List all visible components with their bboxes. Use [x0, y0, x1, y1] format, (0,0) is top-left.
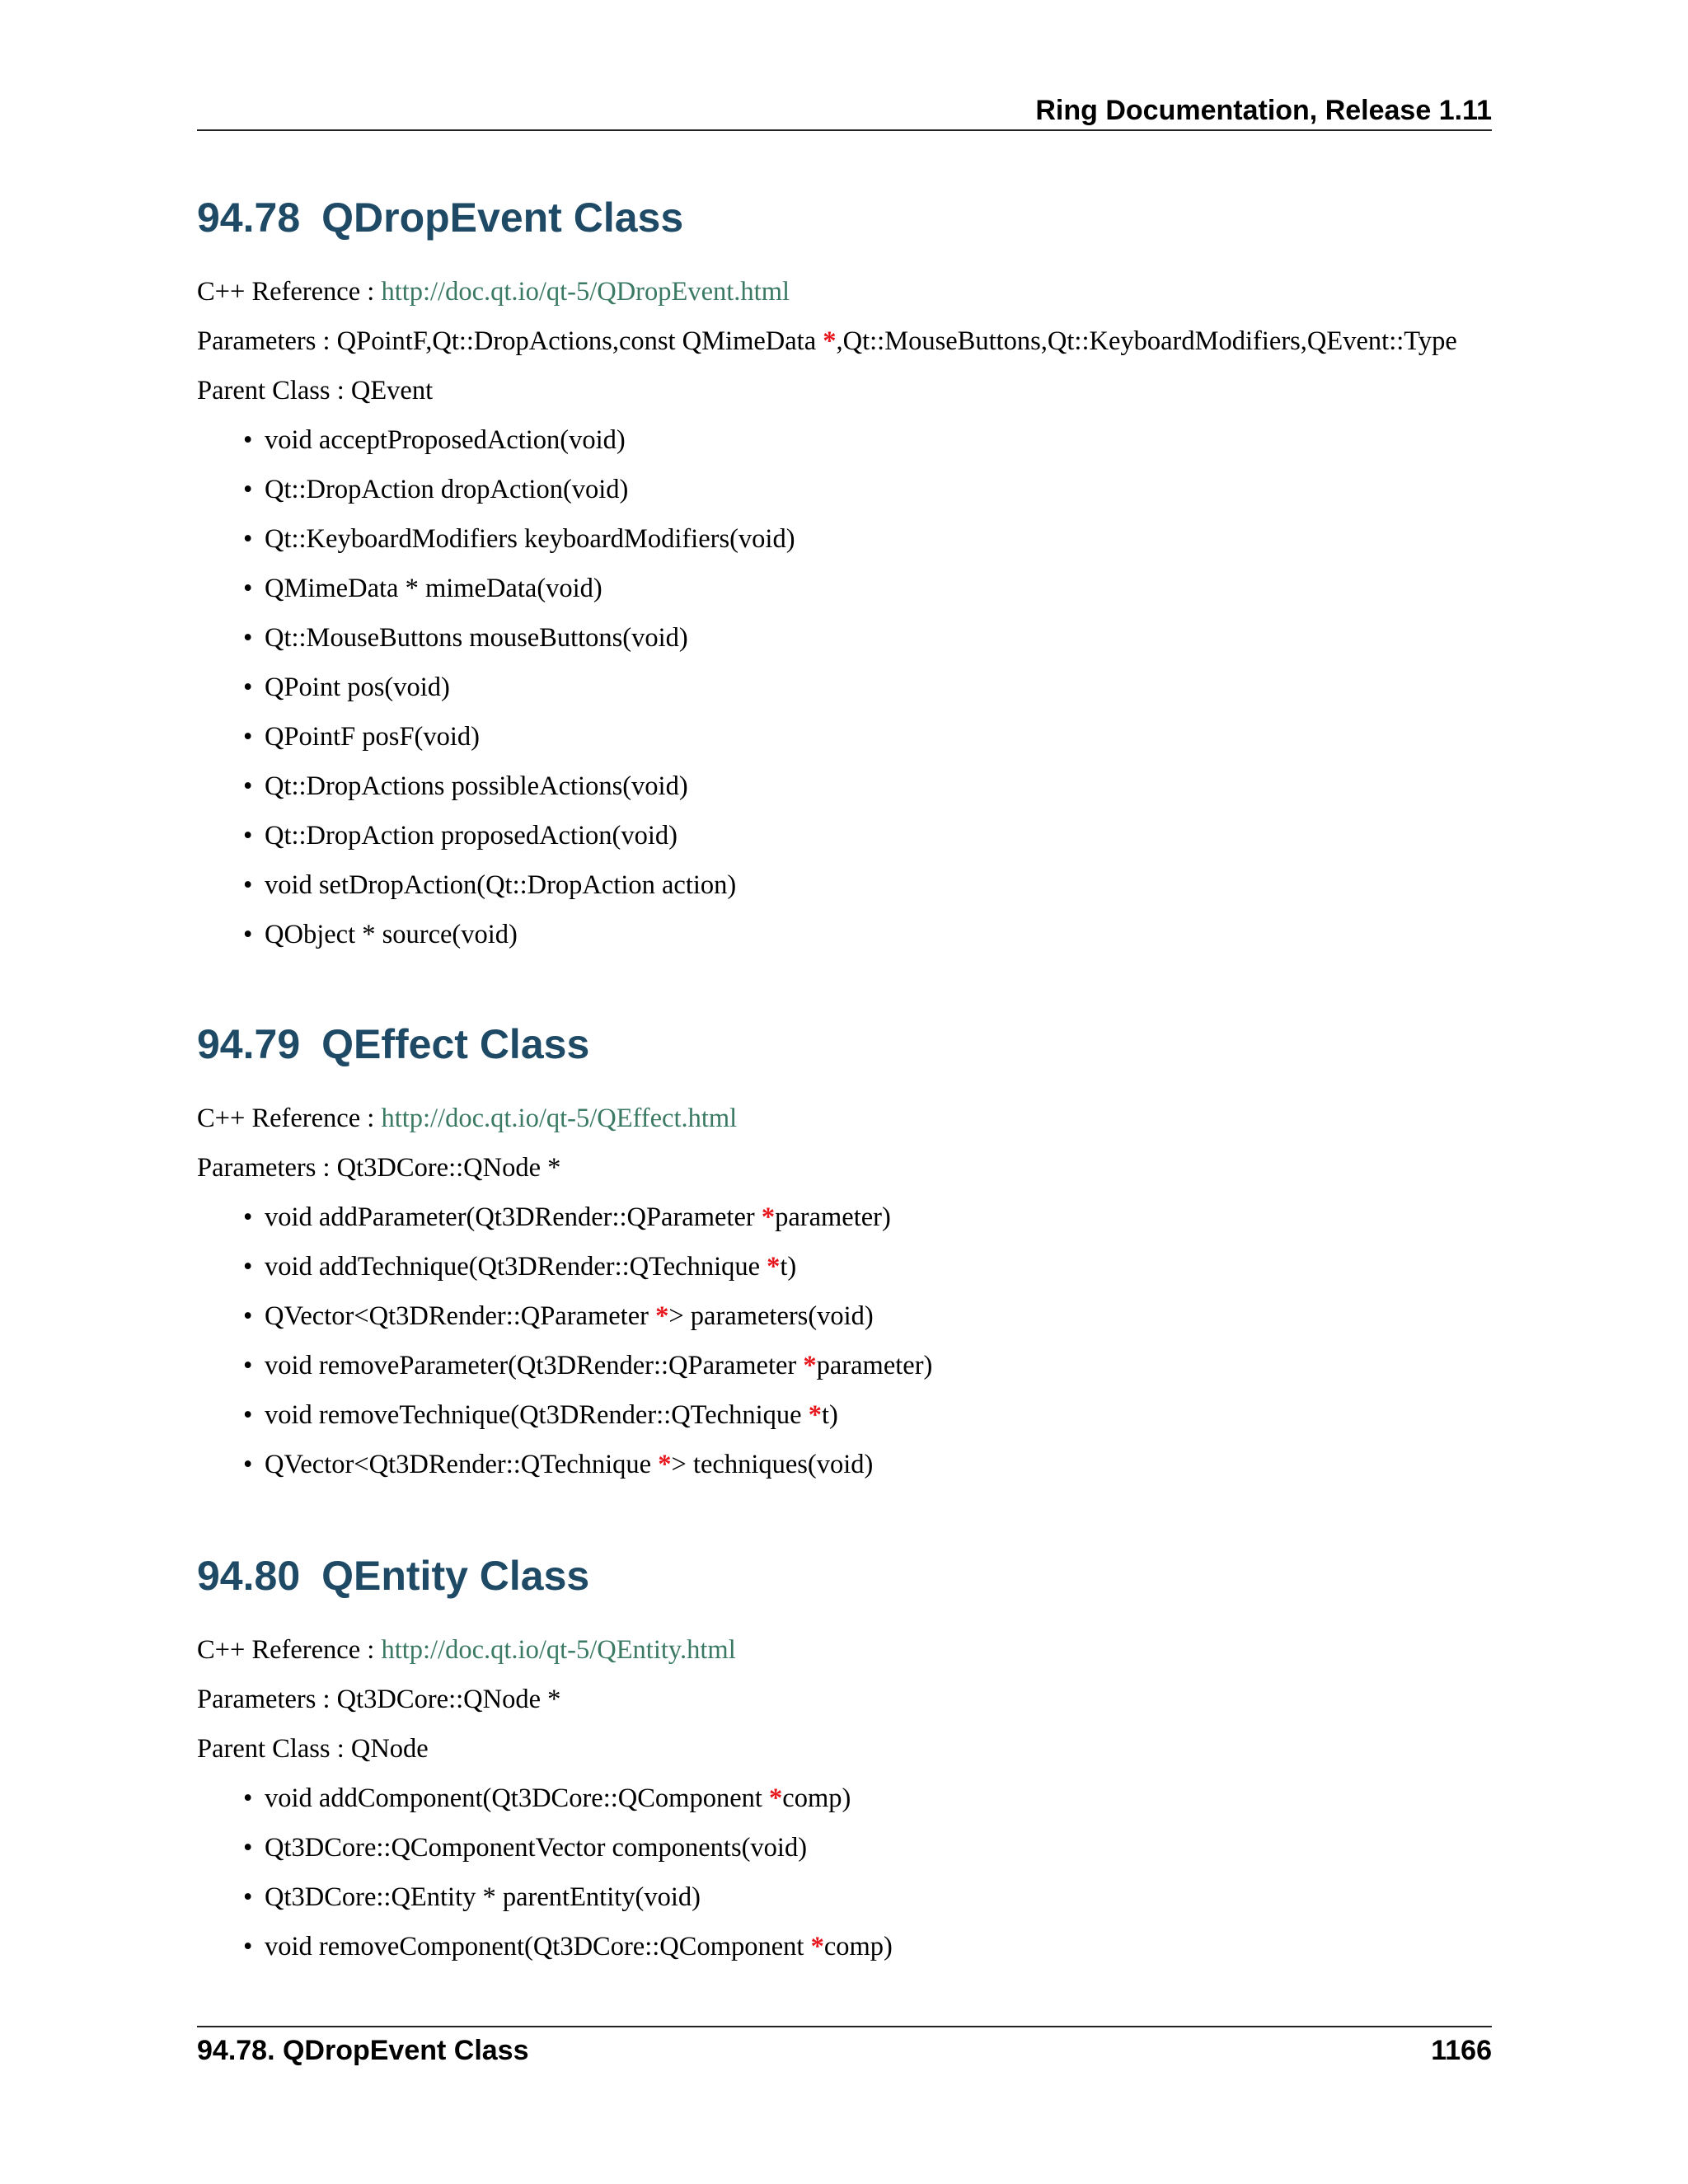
method-item [243, 1930, 1492, 1963]
cpp-reference-link[interactable]: http://doc.qt.io/qt-5/QDropEvent.html [381, 277, 790, 307]
method-signature-tail: t) [780, 1252, 797, 1282]
method-signature: void setDropAction(Qt::DropAction action) [265, 870, 737, 900]
cpp-reference-label: C++ Reference : [197, 1104, 382, 1133]
cpp-reference-line [197, 275, 1492, 308]
parent-class-line [197, 1732, 1492, 1765]
pointer-star: * [769, 1783, 783, 1813]
footer-divider [197, 2026, 1492, 2027]
method-signature: QPoint pos(void) [265, 673, 450, 702]
method-signature: Qt::DropAction dropAction(void) [265, 475, 629, 504]
bullet-icon: • [243, 722, 253, 752]
bullet-icon: • [243, 1783, 253, 1813]
method-item [243, 918, 1492, 951]
bullet-icon: • [243, 574, 253, 603]
method-signature: void removeParameter(Qt3DRender::QParameter [265, 1351, 804, 1380]
cpp-reference-label: C++ Reference : [197, 1635, 382, 1665]
method-item [243, 1300, 1492, 1333]
parameters-text: Qt3DCore::QNode * [336, 1153, 561, 1183]
section-qdropevent [197, 191, 1492, 968]
method-signature: QPointF posF(void) [265, 722, 480, 752]
cpp-reference-line [197, 1633, 1492, 1666]
parent-class-line [197, 374, 1492, 407]
method-item [243, 1201, 1492, 1234]
running-footer [197, 2032, 1492, 2069]
section-number: 94.80 [197, 1553, 301, 1599]
parameters-text: Qt3DCore::QNode * [336, 1685, 561, 1714]
method-signature: void acceptProposedAction(void) [265, 425, 626, 455]
bullet-icon: • [243, 1351, 253, 1380]
section-title-text: QDropEvent Class [321, 194, 684, 241]
header-divider [197, 129, 1492, 131]
method-signature-tail: parameter) [775, 1202, 891, 1232]
parameters-line [197, 325, 1492, 358]
bullet-icon: • [243, 870, 253, 900]
pointer-star: * [655, 1301, 669, 1331]
section-heading [197, 1018, 1492, 1071]
running-header: Ring Documentation, Release 1.11 [1035, 95, 1492, 126]
pointer-star: * [823, 326, 837, 356]
method-signature-tail: comp) [823, 1932, 893, 1961]
method-signature-tail: > parameters(void) [668, 1301, 874, 1331]
method-signature: Qt::MouseButtons mouseButtons(void) [265, 623, 688, 653]
bullet-icon: • [243, 1202, 253, 1232]
document-page [197, 0, 1492, 2184]
parent-class-name: QNode [350, 1734, 429, 1764]
method-item [243, 1782, 1492, 1815]
method-signature: Qt3DCore::QComponentVector components(void) [265, 1833, 808, 1863]
bullet-icon: • [243, 1301, 253, 1331]
method-item [243, 720, 1492, 753]
method-item [243, 1448, 1492, 1481]
method-signature: QVector<Qt3DRender::QParameter [265, 1301, 656, 1331]
bullet-icon: • [243, 821, 253, 851]
method-list [197, 424, 1492, 951]
method-item [243, 1250, 1492, 1283]
method-signature: void addTechnique(Qt3DRender::QTechnique [265, 1252, 767, 1282]
footer-section-title: 94.78. QDropEvent Class [197, 2035, 529, 2066]
method-signature: void addParameter(Qt3DRender::QParameter [265, 1202, 762, 1232]
parameters-line [197, 1683, 1492, 1716]
parent-class-label: Parent Class : [197, 1734, 351, 1764]
parent-class-name: QEvent [350, 376, 434, 405]
parameters-label: Parameters : [197, 326, 337, 356]
bullet-icon: • [243, 623, 253, 653]
method-item [243, 473, 1492, 506]
parameters-label: Parameters : [197, 1153, 337, 1183]
parameters-label: Parameters : [197, 1685, 337, 1714]
method-item [243, 819, 1492, 852]
method-item [243, 621, 1492, 654]
section-qeffect [197, 1018, 1492, 1497]
section-title-text: QEntity Class [321, 1553, 590, 1599]
parameters-line [197, 1151, 1492, 1184]
method-signature: void removeComponent(Qt3DCore::QComponent [265, 1932, 811, 1961]
method-item [243, 572, 1492, 605]
method-item [243, 1831, 1492, 1864]
section-heading [197, 191, 1492, 244]
section-heading [197, 1549, 1492, 1602]
method-signature: Qt3DCore::QEntity * parentEntity(void) [265, 1882, 701, 1912]
bullet-icon: • [243, 1450, 253, 1479]
method-signature-tail: comp) [782, 1783, 851, 1813]
method-signature-tail: t) [821, 1400, 838, 1430]
bullet-icon: • [243, 425, 253, 455]
pointer-star: * [803, 1351, 817, 1380]
parameters-text: QPointF,Qt::DropActions,const QMimeData [336, 326, 823, 356]
section-number: 94.78 [197, 194, 301, 241]
bullet-icon: • [243, 1252, 253, 1282]
bullet-icon: • [243, 673, 253, 702]
bullet-icon: • [243, 1882, 253, 1912]
method-list [197, 1201, 1492, 1481]
pointer-star: * [761, 1202, 776, 1232]
method-signature: void removeTechnique(Qt3DRender::QTechnique [265, 1400, 809, 1430]
method-item [243, 523, 1492, 555]
parent-class-label: Parent Class : [197, 376, 351, 405]
method-item [243, 1399, 1492, 1432]
bullet-icon: • [243, 771, 253, 801]
method-item [243, 1349, 1492, 1382]
section-qentity [197, 1549, 1492, 1980]
pointer-star: * [658, 1450, 672, 1479]
cpp-reference-line [197, 1102, 1492, 1135]
cpp-reference-label: C++ Reference : [197, 277, 382, 307]
method-signature: void addComponent(Qt3DCore::QComponent [265, 1783, 770, 1813]
method-signature: QMimeData * mimeData(void) [265, 574, 603, 603]
method-item [243, 424, 1492, 457]
cpp-reference-link[interactable]: http://doc.qt.io/qt-5/QEffect.html [381, 1104, 738, 1133]
method-signature: QObject * source(void) [265, 920, 518, 949]
bullet-icon: • [243, 1400, 253, 1430]
method-list [197, 1782, 1492, 1963]
method-signature-tail: parameter) [816, 1351, 933, 1380]
pointer-star: * [767, 1252, 781, 1282]
method-item [243, 770, 1492, 803]
bullet-icon: • [243, 1833, 253, 1863]
method-signature: QVector<Qt3DRender::QTechnique [265, 1450, 659, 1479]
bullet-icon: • [243, 524, 253, 554]
method-item [243, 671, 1492, 704]
method-signature: Qt::DropAction proposedAction(void) [265, 821, 678, 851]
bullet-icon: • [243, 920, 253, 949]
method-signature: Qt::DropActions possibleActions(void) [265, 771, 688, 801]
section-number: 94.79 [197, 1021, 301, 1067]
method-signature: Qt::KeyboardModifiers keyboardModifiers(void) [265, 524, 795, 554]
bullet-icon: • [243, 1932, 253, 1961]
cpp-reference-link[interactable]: http://doc.qt.io/qt-5/QEntity.html [381, 1635, 736, 1665]
pointer-star: * [808, 1400, 822, 1430]
pointer-star: * [810, 1932, 824, 1961]
page-number: 1166 [1431, 2035, 1492, 2066]
parameters-text: ,Qt::MouseButtons,Qt::KeyboardModifiers,QEvent::Type [836, 326, 1457, 356]
method-item [243, 869, 1492, 902]
method-signature-tail: > techniques(void) [671, 1450, 874, 1479]
bullet-icon: • [243, 475, 253, 504]
section-title-text: QEffect Class [321, 1021, 590, 1067]
method-item [243, 1881, 1492, 1914]
